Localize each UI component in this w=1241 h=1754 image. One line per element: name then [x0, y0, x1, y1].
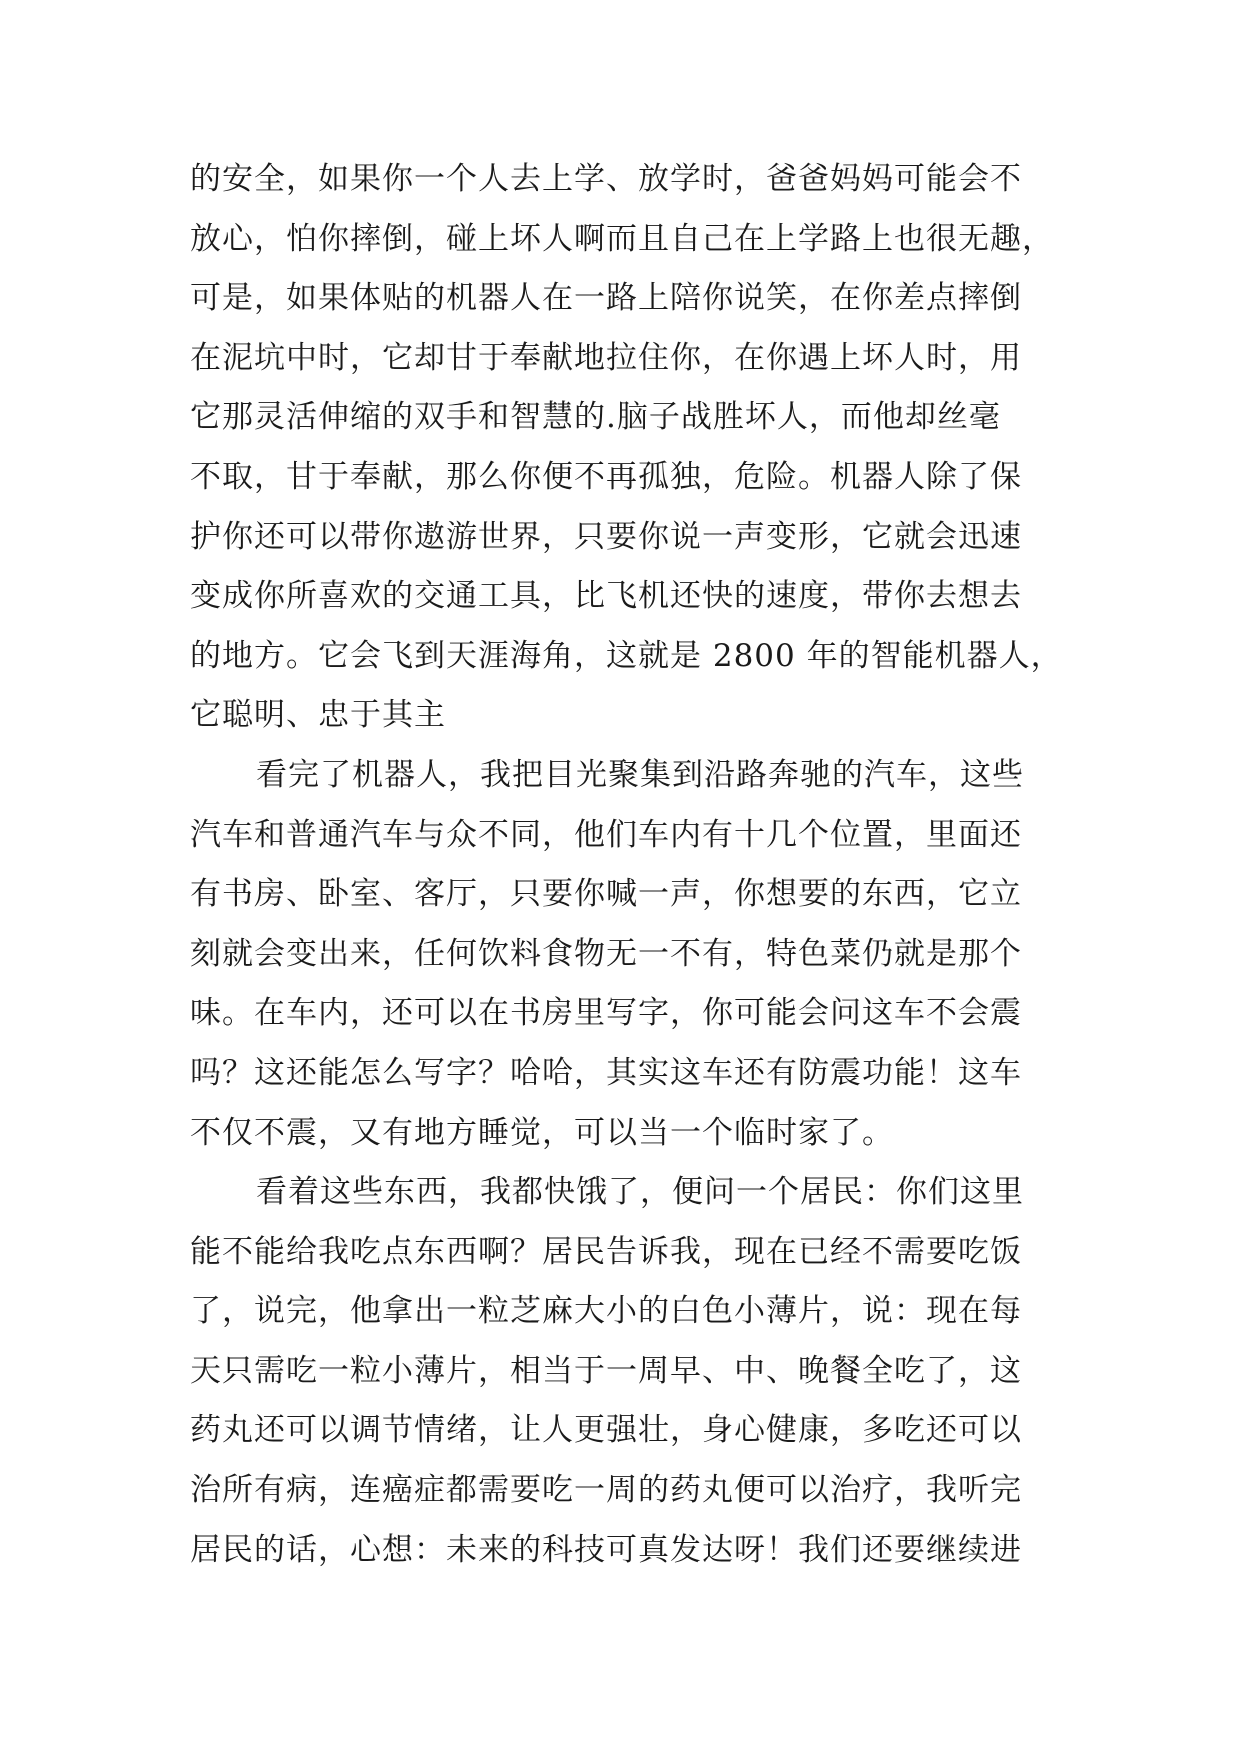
text-line: 它那灵活伸缩的双手和智慧的.脑子战胜坏人，而他却丝毫: [190, 399, 1001, 436]
text-line: 在泥坑中时，它却甘于奉献地拉住你，在你遇上坏人时，用: [190, 339, 1022, 376]
text-line: 能不能给我吃点东西啊？居民告诉我，现在已经不需要吃饭: [190, 1233, 1022, 1270]
paragraph-first-line: 看完了机器人，我把目光聚集到沿路奔驰的汽车，这些: [256, 756, 1024, 793]
text-line: 不仅不震，又有地方睡觉，可以当一个临时家了。: [190, 1114, 894, 1151]
text-line: 药丸还可以调节情绪，让人更强壮，身心健康，多吃还可以: [190, 1412, 1022, 1449]
text-line: 有书房、卧室、客厅，只要你喊一声，你想要的东西，它立: [190, 876, 1022, 913]
body-text: [190, 150, 1063, 1580]
text-line: 不取，甘于奉献，那么你便不再孤独，危险。机器人除了保: [190, 458, 1022, 495]
text-line: 护你还可以带你遨游世界，只要你说一声变形，它就会迅速: [190, 518, 1022, 555]
text-line: 可是，如果体贴的机器人在一路上陪你说笑，在你差点摔倒: [190, 280, 1022, 317]
text-line: 刻就会变出来，任何饮料食物无一不有，特色菜仍就是那个: [190, 935, 1022, 972]
text-line: 的地方。它会飞到天涯海角，这就是 2800 年的智能机器人，: [190, 637, 1063, 674]
text-line: 天只需吃一粒小薄片，相当于一周早、中、晚餐全吃了，这: [190, 1352, 1022, 1389]
text-line: 汽车和普通汽车与众不同，他们车内有十几个位置，里面还: [190, 816, 1022, 853]
text-line: 居民的话，心想：未来的科技可真发达呀！我们还要继续进: [190, 1531, 1022, 1568]
text-line: 放心，怕你摔倒，碰上坏人啊而且自己在上学路上也很无趣，: [190, 220, 1054, 257]
text-line: 它聪明、忠于其主: [190, 697, 446, 734]
text-line: 的安全，如果你一个人去上学、放学时，爸爸妈妈可能会不: [190, 161, 1022, 197]
text-line: 吗？这还能怎么写字？哈哈，其实这车还有防震功能！这车: [190, 1054, 1022, 1091]
paragraph-first-line: 看着这些东西，我都快饿了，便问一个居民：你们这里: [256, 1174, 1024, 1211]
text-line: 治所有病，连癌症都需要吃一周的药丸便可以治疗，我听完: [190, 1472, 1022, 1509]
text-line: 味。在车内，还可以在书房里写字，你可能会问这车不会震: [190, 995, 1022, 1032]
text-line: 变成你所喜欢的交通工具，比飞机还快的速度，带你去想去: [190, 578, 1022, 615]
text-line: 了，说完，他拿出一粒芝麻大小的白色小薄片，说：现在每: [190, 1293, 1022, 1330]
